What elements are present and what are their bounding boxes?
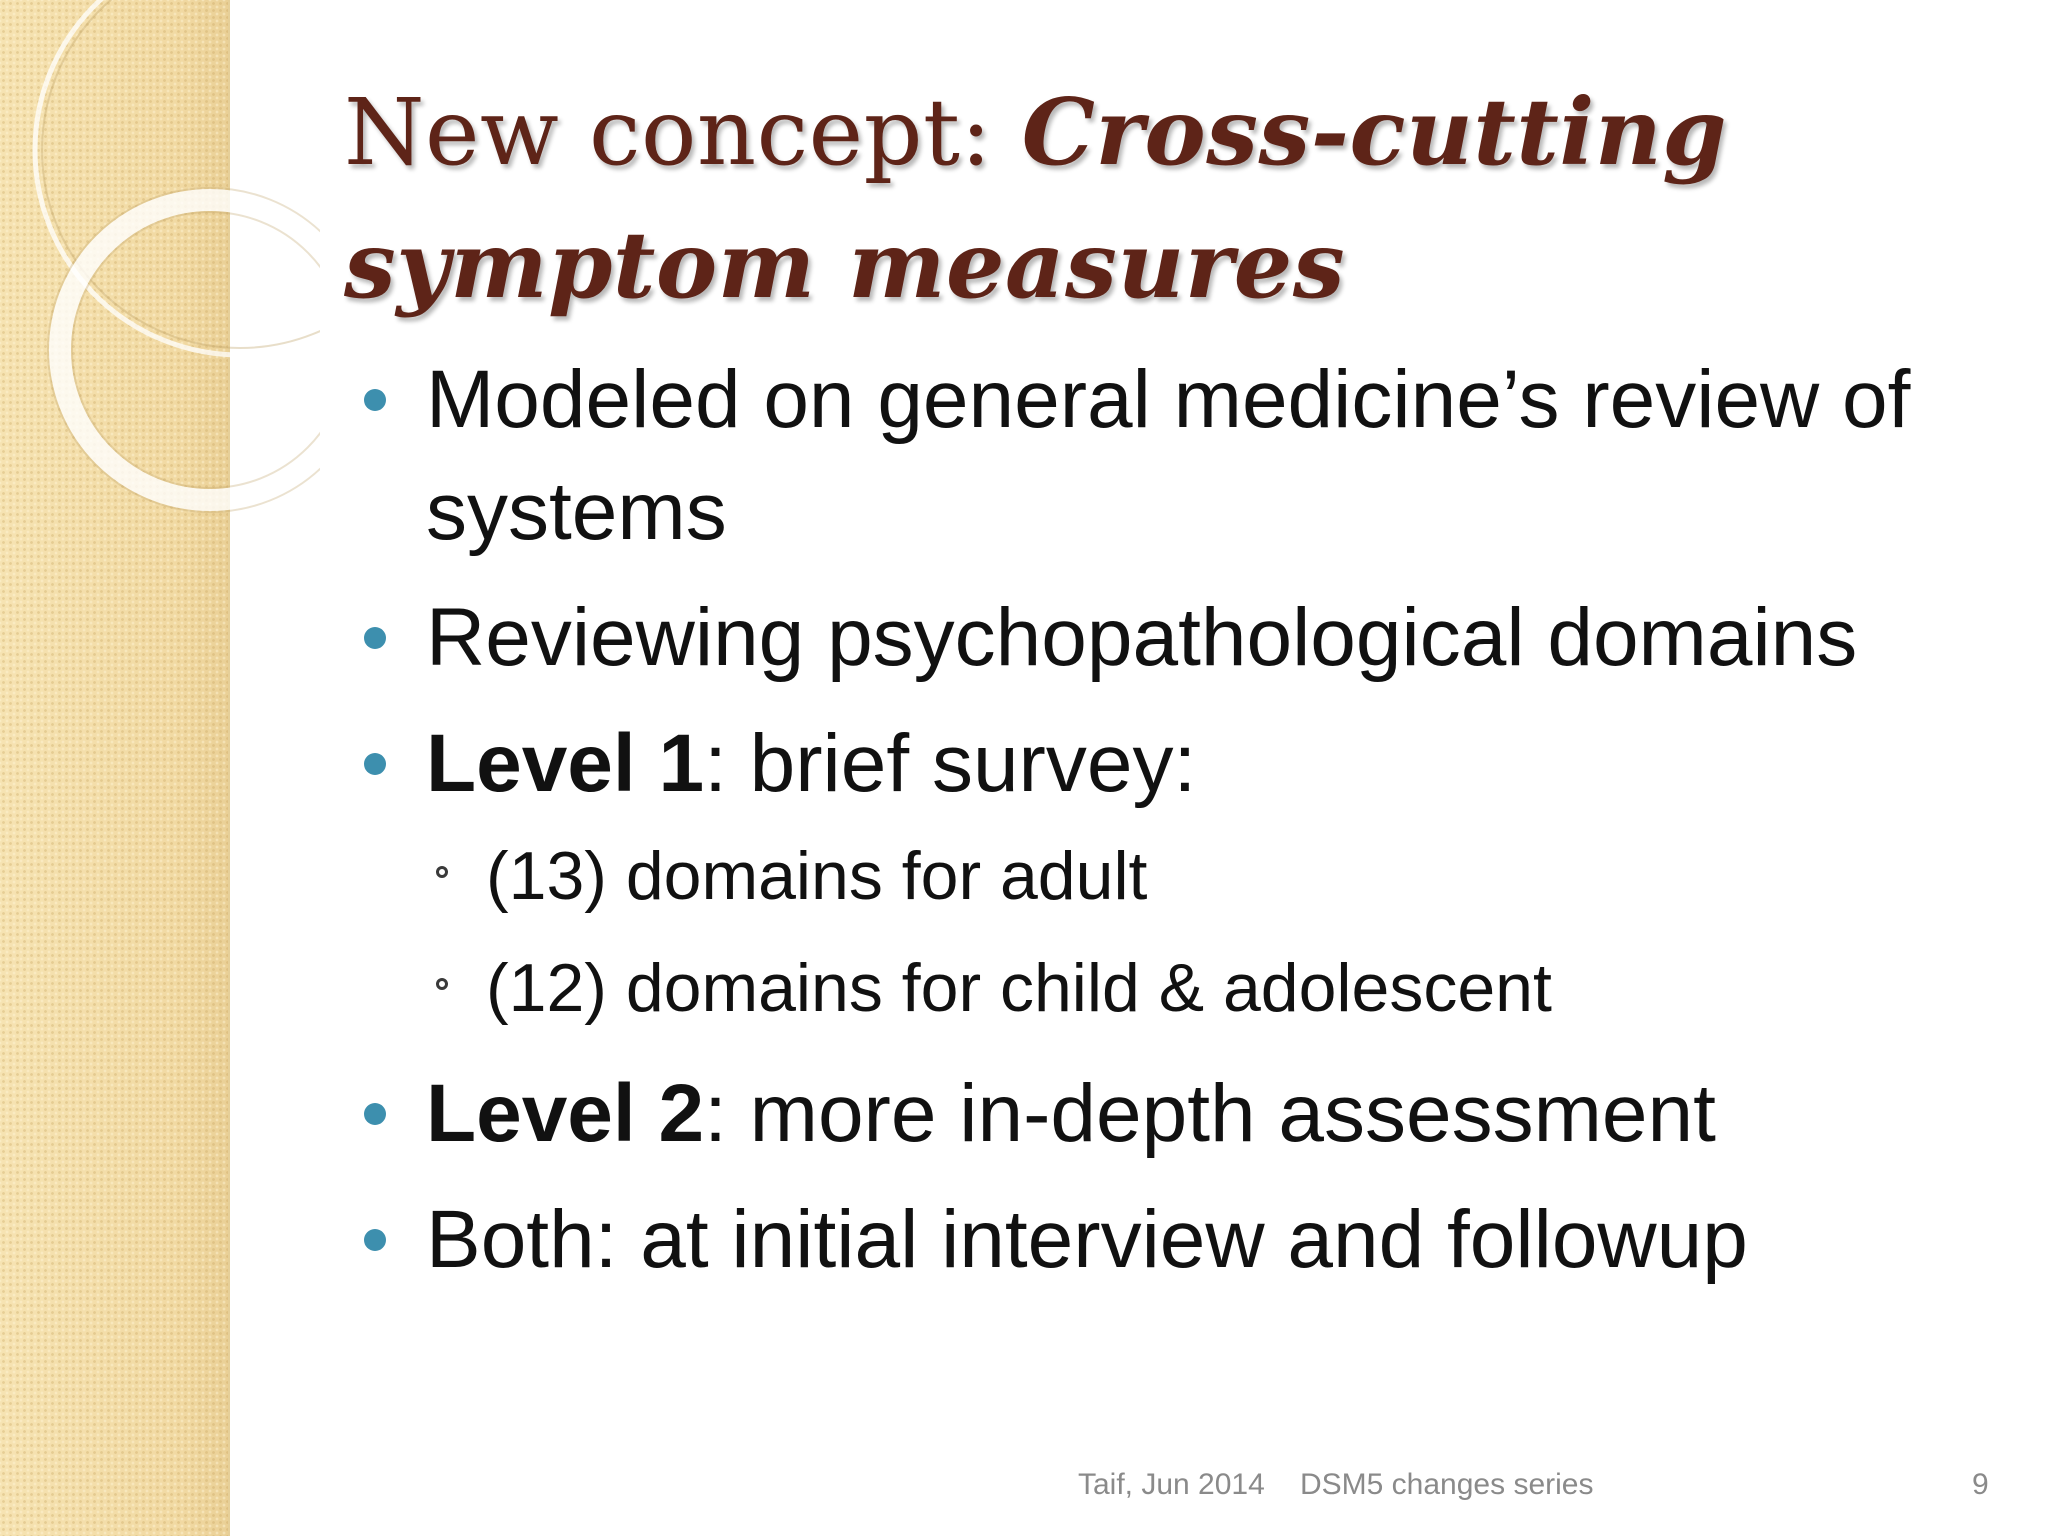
footer-series: DSM5 changes series xyxy=(1300,1468,1594,1501)
bullet-item xyxy=(356,1058,2016,1170)
sub-bullet-text: (13) domains for adult xyxy=(486,838,1148,914)
title-plain: New concept: xyxy=(344,79,1022,186)
bullet-dot-icon xyxy=(364,753,386,775)
bullet-text: Both: at initial interview and followup xyxy=(426,1194,1748,1285)
bullet-item xyxy=(356,344,2016,568)
decorative-rings xyxy=(0,0,320,520)
sub-bullet-ring-icon xyxy=(436,866,448,878)
sub-bullet-item xyxy=(356,932,2016,1044)
sub-bullet-item xyxy=(356,820,2016,932)
title-emphasis: Cross-cutting symptom measures xyxy=(344,78,1728,319)
bullet-list xyxy=(356,344,2016,1310)
bullet-dot-icon xyxy=(364,1103,386,1125)
bullet-bold-label: Level 2 xyxy=(426,1068,705,1159)
bullet-dot-icon xyxy=(364,389,386,411)
bullet-text: Modeled on general medicine’s review of systems xyxy=(426,354,1911,557)
bullet-bold-label: Level 1 xyxy=(426,718,705,809)
sub-bullet-text: (12) domains for child & adolescent xyxy=(486,950,1552,1026)
bullet-text: Reviewing psychopathological domains xyxy=(426,592,1858,683)
slide-number: 9 xyxy=(1972,1468,1989,1501)
bullet-dot-icon xyxy=(364,1229,386,1251)
bullet-dot-icon xyxy=(364,627,386,649)
footer-date: Taif, Jun 2014 xyxy=(1078,1468,1265,1501)
slide-title xyxy=(344,66,1984,332)
bullet-item xyxy=(356,1184,2016,1296)
bullet-item xyxy=(356,582,2016,694)
sub-bullet-ring-icon xyxy=(436,978,448,990)
bullet-text: : more in-depth assessment xyxy=(704,1068,1716,1159)
bullet-text: : brief survey: xyxy=(704,718,1197,809)
bullet-item xyxy=(356,708,2016,820)
